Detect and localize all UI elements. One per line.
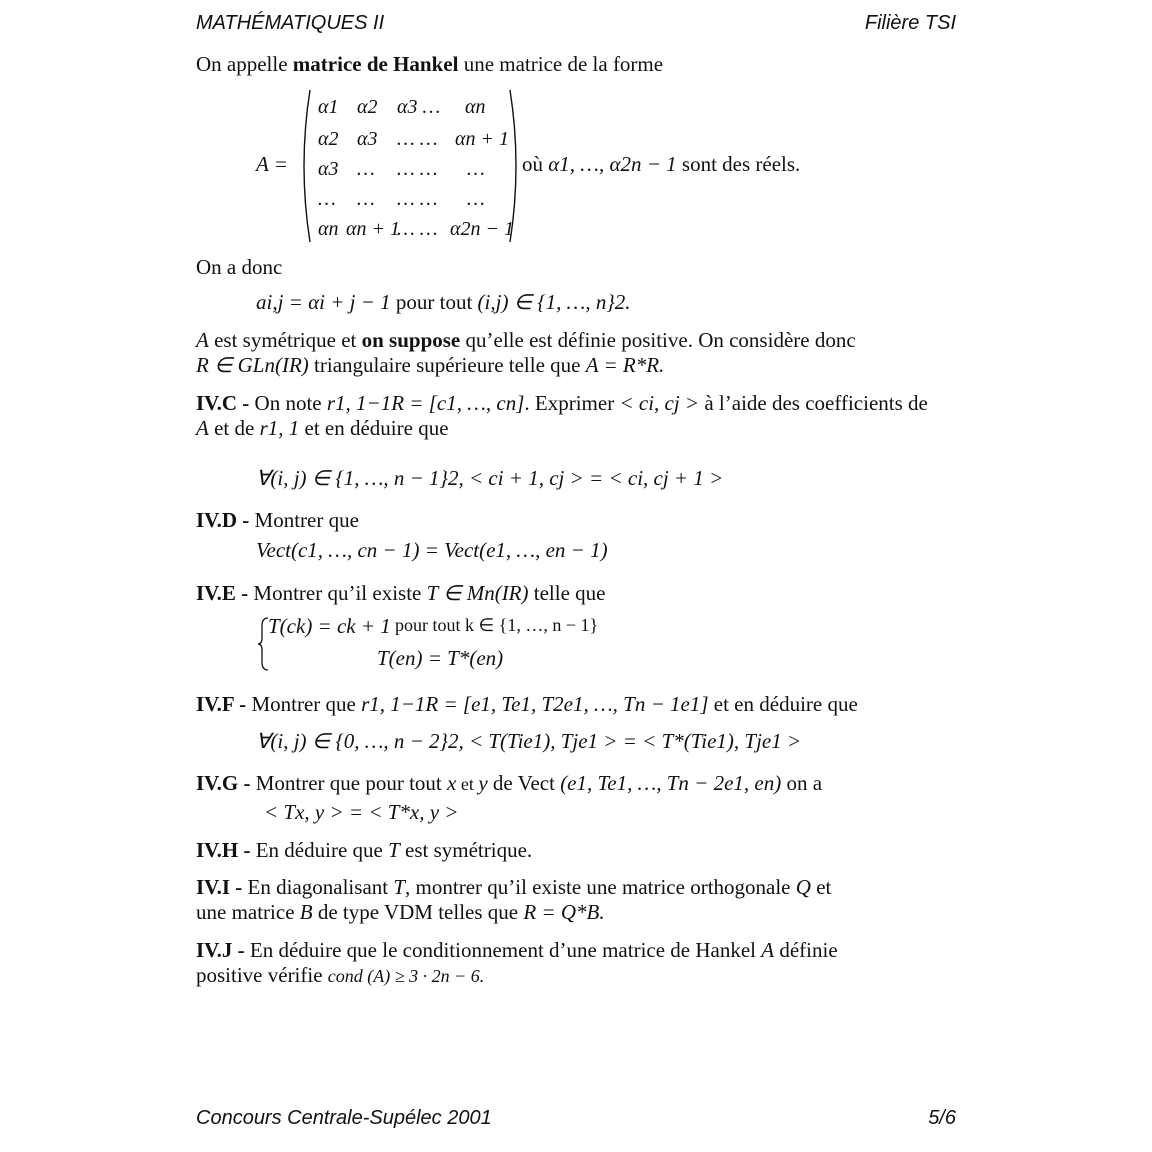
hankel-def-lhs: ai,j = αi + j − 1 [256, 290, 391, 314]
matrix-cell: … [357, 158, 375, 180]
question-iv-f [196, 692, 956, 717]
q-c-expr: r1, 1−1R = [c1, …, cn] [326, 391, 525, 415]
q-c-formula: ∀(i, j) ∈ {1, …, n − 1}2, < ci + 1, cj > = < ci, cj + 1 > [256, 466, 724, 490]
matrix-cell: α2n − 1 [450, 218, 514, 240]
matrix-cell: α3 [318, 158, 339, 180]
matrix-cell: … … [397, 158, 438, 180]
matrix-lhs: A = [256, 152, 288, 176]
q-g-y: y [478, 771, 488, 795]
q-f-t2: et en déduire que [708, 692, 858, 716]
matrix-rhs-where: où [522, 152, 549, 176]
sym-t2: qu’elle est définie positive. On considère donc [460, 328, 856, 352]
question-label: IV.E - [196, 581, 249, 605]
q-g-x: x [447, 771, 457, 795]
q-j-t2: définie [774, 938, 838, 962]
q-g-t2: de Vect [487, 771, 561, 795]
q-g-t3: on a [781, 771, 823, 795]
matrix-cell: … … [397, 128, 438, 150]
q-i-t2: , montrer qu’il existe une matrice orthogonale [405, 875, 796, 899]
matrix-cell: α3 [357, 128, 378, 150]
q-e-expr: T ∈ Mn(IR) [426, 581, 529, 605]
matrix-cell: … … [397, 188, 438, 210]
q-c-t5: et de [208, 416, 260, 440]
q-h-t1: En déduire que [250, 838, 389, 862]
question-iv-d [196, 508, 956, 533]
q-i-t3: et [810, 875, 832, 899]
q-c-t7: et en déduire que [299, 416, 449, 440]
sym-line2a: R ∈ GLn(IR) [196, 353, 309, 377]
sym-line2c: A = R*R. [585, 353, 665, 377]
q-j-A: A [761, 938, 775, 962]
q-f-expr: r1, 1−1R = [e1, Te1, T2e1, …, Tn − 1e1] [361, 692, 709, 716]
matrix-cell: α2 [318, 128, 339, 150]
question-iv-g [196, 771, 956, 797]
q-c-t2: . Exprimer [524, 391, 620, 415]
q-c-t6: r1, 1 [259, 416, 300, 440]
matrix-cell: αn + 1 [346, 218, 400, 240]
q-i-B: B [299, 900, 313, 924]
symmetric-paragraph [196, 328, 956, 378]
q-h-T: T [388, 838, 400, 862]
footer-contest: Concours Centrale-Supélec 2001 [196, 1107, 492, 1129]
q-i-t4: une matrice [196, 900, 300, 924]
sym-t1: est symétrique et [208, 328, 362, 352]
question-label: IV.J - [196, 938, 245, 962]
header-subject: MATHÉMATIQUES II [196, 12, 385, 34]
question-iv-h [196, 838, 956, 863]
q-j-t1: En déduire que le conditionnement d’une matrice de Hankel [244, 938, 762, 962]
q-f-t1: Montrer que [246, 692, 362, 716]
q-h-t2: est symétrique. [399, 838, 533, 862]
question-iv-j [196, 938, 956, 989]
question-iv-c [196, 391, 956, 441]
matrix-rhs-vars: α1, …, α2n − 1 [548, 152, 677, 176]
q-i-T: T [393, 875, 406, 899]
question-label: IV.D - [196, 508, 250, 532]
ona-donc: On a donc [196, 255, 283, 279]
matrix-cell: … [357, 188, 375, 210]
q-e-sys1: T(ck) = ck + 1 [268, 614, 391, 638]
q-j-expr: cond (A) ≥ 3 · 2n − 6. [327, 966, 485, 986]
q-e-t2: telle que [528, 581, 606, 605]
q-i-t1: En diagonalisant [242, 875, 394, 899]
matrix-rhs-text: sont des réels. [676, 152, 801, 176]
q-g-expr: (e1, Te1, …, Tn − 2e1, en) [560, 771, 782, 795]
q-f-formula: ∀(i, j) ∈ {0, …, n − 2}2, < T(Tie1), Tje1 > = < T*(Tie1), Tje1 > [256, 729, 802, 753]
hankel-def-mid: pour tout [390, 290, 478, 314]
intro-bold: matrice de Hankel [292, 52, 459, 76]
q-d-text: Montrer que [249, 508, 359, 532]
q-g-et: et [456, 774, 479, 794]
matrix-cell: … [467, 158, 485, 180]
q-e-t1: Montrer qu’il existe [248, 581, 427, 605]
q-j-t3: positive vérifie [196, 963, 328, 987]
intro-pre: On appelle [196, 52, 293, 76]
matrix-cell: α3 … [397, 96, 441, 118]
q-d-formula: Vect(c1, …, cn − 1) = Vect(e1, …, en − 1) [256, 538, 608, 562]
hankel-def-rhs: (i,j) ∈ {1, …, n}2. [477, 290, 631, 314]
question-iv-i [196, 875, 956, 925]
question-label: IV.F - [196, 692, 247, 716]
q-i-eq: R = Q*B. [523, 900, 605, 924]
matrix-cell: αn [318, 218, 339, 240]
header-track: Filière TSI [864, 12, 956, 34]
intro-post: une matrice de la forme [458, 52, 664, 76]
sym-line2b: triangulaire supérieure telle que [308, 353, 586, 377]
footer-page-number: 5/6 [928, 1107, 956, 1129]
sym-bold: on suppose [361, 328, 461, 352]
q-i-Q: Q [795, 875, 811, 899]
q-g-t1: Montrer que pour tout [250, 771, 448, 795]
matrix-cell: … [467, 188, 485, 210]
matrix-cell: α1 [318, 96, 339, 118]
q-c-ip: < ci, cj > [619, 391, 700, 415]
q-e-sys2: T(en) = T*(en) [377, 646, 504, 670]
matrix-rhs [522, 152, 800, 177]
q-c-t3: à l’aide des coefficients de [699, 391, 928, 415]
sym-a: A [196, 328, 209, 352]
question-label: IV.C - [196, 391, 250, 415]
matrix-cell: … [318, 188, 336, 210]
matrix-cell: αn + 1 [455, 128, 509, 150]
q-e-sys1b: pour tout k ∈ {1, …, n − 1} [395, 615, 599, 635]
q-i-t5: de type VDM telles que [312, 900, 524, 924]
question-iv-e [196, 581, 956, 606]
question-label: IV.H - [196, 838, 251, 862]
matrix-cell: … … [397, 218, 438, 240]
question-label: IV.G - [196, 771, 251, 795]
matrix-cell: αn [465, 96, 486, 118]
q-c-t4: A [196, 416, 209, 440]
question-label: IV.I - [196, 875, 243, 899]
matrix-cell: α2 [357, 96, 378, 118]
hankel-definition [256, 290, 630, 315]
intro-paragraph [196, 52, 956, 77]
q-c-t1: On note [249, 391, 327, 415]
q-g-formula: < Tx, y > = < T*x, y > [264, 800, 459, 824]
